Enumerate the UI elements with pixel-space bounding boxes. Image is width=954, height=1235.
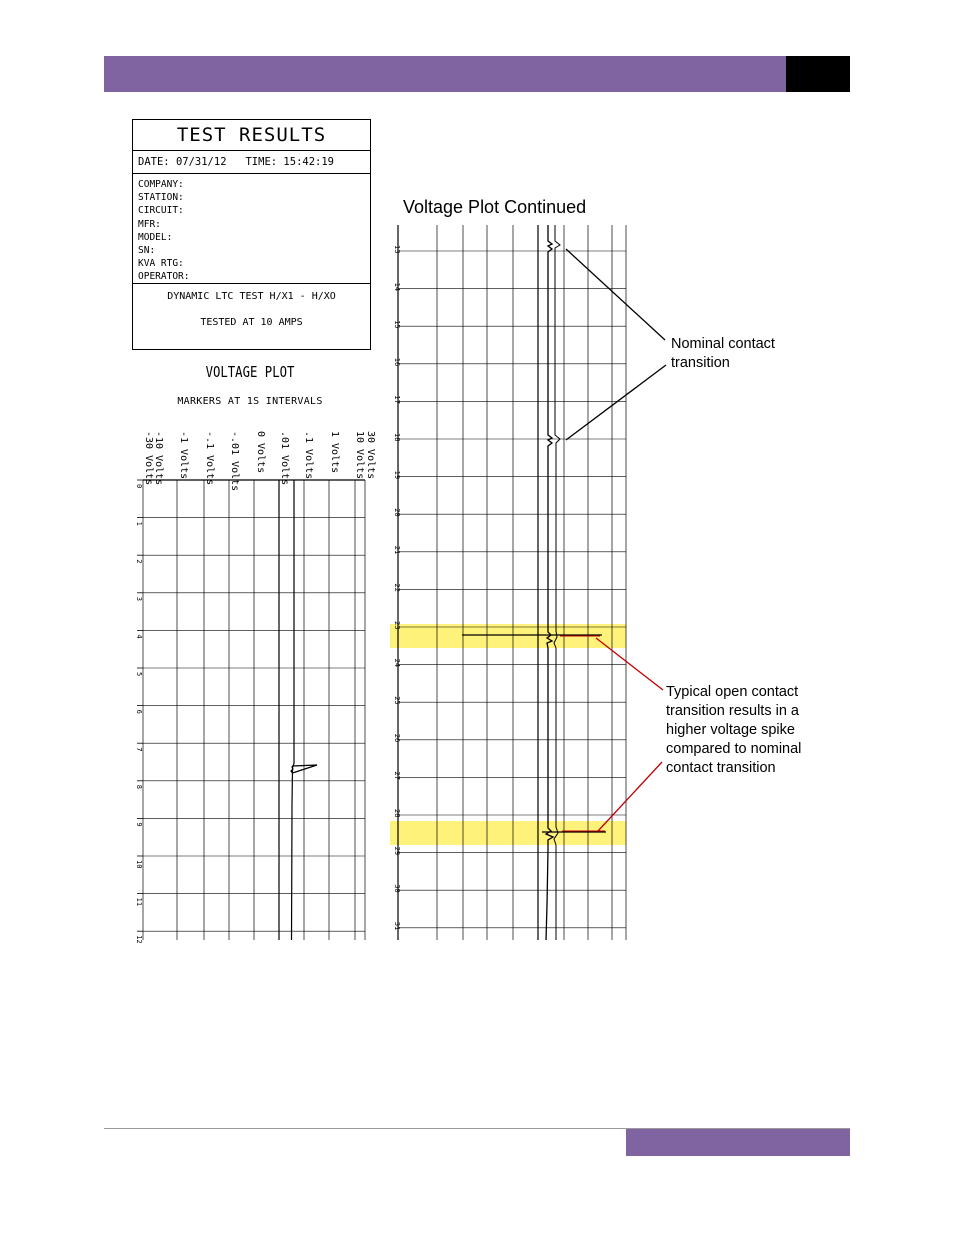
nominal-leader-2 — [566, 365, 666, 440]
right-time-label: 25 — [393, 696, 401, 705]
field-circuit: CIRCUIT: — [138, 205, 184, 217]
right-time-label: 27 — [393, 771, 401, 780]
open-annotation-line-2: transition results in a — [666, 703, 799, 719]
left-time-label: 0 — [135, 484, 143, 489]
open-annotation-line-1: Typical open contact — [666, 684, 799, 700]
right-time-label: 24 — [393, 658, 401, 668]
right-time-label: 21 — [393, 545, 401, 555]
field-sn: SN: — [138, 245, 156, 257]
left-time-label: 2 — [135, 559, 143, 564]
left-time-label: 6 — [135, 709, 143, 714]
left-time-label: 4 — [135, 634, 143, 639]
left-time-label: 8 — [135, 784, 143, 790]
field-operator: OPERATOR: — [138, 271, 190, 283]
right-time-label: 17 — [393, 395, 401, 404]
field-station: STATION: — [138, 192, 184, 204]
amps-line: TESTED AT 10 AMPS — [200, 317, 303, 328]
open-annotation-line-3: higher voltage spike — [666, 722, 795, 738]
right-time-label: 28 — [393, 809, 401, 818]
nominal-annotation — [671, 335, 775, 373]
scale-label: -30 Volts — [143, 431, 154, 486]
left-time-label: 3 — [135, 596, 143, 602]
left-time-label: 7 — [135, 747, 143, 752]
right-time-label: 13 — [393, 245, 401, 254]
right-time-label: 23 — [393, 621, 401, 630]
right-time-label: 26 — [393, 733, 401, 743]
field-company: COMPANY: — [138, 179, 184, 190]
time-label: TIME: — [245, 156, 278, 168]
voltage-plot-title: VOLTAGE PLOT — [205, 363, 295, 381]
time-value: 15:42:19 — [283, 156, 334, 168]
scale-label: -.01 Volts — [229, 431, 240, 492]
voltage-plot-continued-title: Voltage Plot Continued — [403, 197, 587, 217]
voltage-plot-subtitle: MARKERS AT 1S INTERVALS — [177, 396, 323, 407]
open-annotation-line-4: compared to nominal — [666, 741, 802, 757]
right-time-label: 30 — [393, 884, 401, 893]
nominal-leader-1 — [566, 249, 665, 340]
nominal-annotation-line-2: transition — [671, 355, 730, 371]
scale-label: -.1 Volts — [204, 431, 215, 486]
scale-label: 10 Volts — [354, 431, 365, 480]
open-contact-annotation — [666, 683, 801, 778]
left-time-label: 12 — [135, 935, 143, 944]
scale-label: .01 Volts — [279, 431, 290, 486]
left-time-label: 9 — [135, 822, 143, 827]
open-annotation-line-5: contact transition — [666, 760, 776, 776]
open-leader-1 — [596, 638, 663, 690]
scale-label: 0 Volts — [255, 431, 266, 474]
right-time-label: 29 — [393, 846, 401, 856]
open-leader-2 — [598, 762, 662, 831]
left-time-label: 5 — [135, 672, 143, 677]
field-mfr: MFR: — [138, 218, 161, 230]
right-time-label: 20 — [393, 508, 401, 517]
date-label: DATE: — [138, 156, 170, 168]
date-value: 07/31/12 — [175, 156, 227, 168]
scale-label: 30 Volts — [365, 431, 376, 480]
right-time-label: 19 — [393, 470, 401, 480]
right-time-label: 15 — [393, 320, 401, 329]
scale-label: 1 Volts — [329, 431, 340, 474]
test-line: DYNAMIC LTC TEST H/X1 - H/XO — [167, 291, 336, 302]
test-results-title: TEST RESULTS — [133, 120, 370, 151]
field-model: MODEL: — [138, 231, 173, 243]
right-time-label: 22 — [393, 583, 401, 592]
left-time-label: 11 — [135, 897, 143, 907]
field-kva-rtg: KVA RTG: — [138, 258, 184, 270]
right-time-label: 14 — [393, 282, 401, 292]
left-time-label: 10 — [135, 860, 143, 869]
right-time-label: 31 — [393, 921, 401, 931]
right-time-label: 16 — [393, 357, 401, 367]
nominal-annotation-line-1: Nominal contact — [671, 336, 775, 352]
scale-label: .1 Volts — [303, 431, 314, 480]
right-time-label: 18 — [393, 433, 401, 442]
scale-label: -1 Volts — [178, 431, 189, 480]
footer-bar — [626, 1129, 850, 1156]
left-time-label: 1 — [135, 521, 143, 526]
scale-label: -10 Volts — [153, 431, 164, 486]
